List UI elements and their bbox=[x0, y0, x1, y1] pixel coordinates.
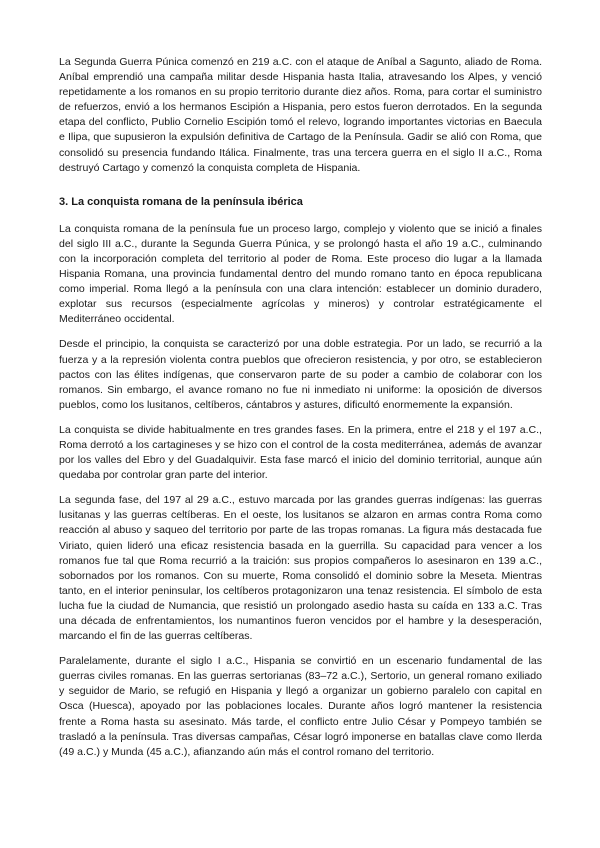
document-page bbox=[59, 55, 542, 760]
paragraph-civil-wars: Paralelamente, durante el siglo I a.C., Hispania se convirtió en un escenario fundamental de las guerras civiles romanas. En las guerras sertorianas (83–72 a.C.), Sertorio, un general romano exiliado y seguidor de Mario, se refugió en Hispania y llegó a organizar un gobierno paralelo con capital en Osca (Huesca), apoyado por las poblaciones locales. Durante años logró mantener la resistencia frente a Roma hasta su asesinato. Más tarde, el conflicto entre Julio César y Pompeyo también se trasladó a la península. Tras diversas campañas, César logró imponerse en batallas clave como Ilerda (49 a.C.) y Munda (45 a.C.), afianzando aún más el control romano del territorio. bbox=[59, 655, 542, 758]
paragraph-dual-strategy: Desde el principio, la conquista se caracterizó por una doble estrategia. Por un lado, se recurrió a la fuerza y a la represión violenta contra pueblos que ofrecieron resistencia, y por otro, se establecieron pactos con las élites indígenas, que conservaron parte de su poder a cambio de colaborar con los romanos. Sin embargo, el avance romano no fue ni inmediato ni uniforme: la oposición de diversos pueblos, como los lusitanos, celtíberos, cántabros y astures, dificultó enormemente la expansión. bbox=[59, 338, 542, 411]
section-heading: 3. La conquista romana de la península ibérica bbox=[59, 195, 303, 208]
paragraph-conquest-overview: La conquista romana de la península fue un proceso largo, complejo y violento que se inició a finales del siglo III a.C., durante la Segunda Guerra Púnica, y se prolongó hasta el año 19 a.C., culminando con la incorporación completa del territorio al poder de Roma. Este proceso dio lugar a la llamada Hispania Romana, una provincia fundamental dentro del mundo romano tanto en época republicana como imperial. Roma llegó a la península con una clara intención: establecer un dominio duradero, explotar sus recursos (especialmente agrícolas y mineros) y controlar estratégicamente el Mediterráneo occidental. bbox=[59, 222, 542, 326]
intro-paragraph: La Segunda Guerra Púnica comenzó en 219 a.C. con el ataque de Aníbal a Sagunto, aliado de Roma. Aníbal emprendió una campaña militar desde Hispania hasta Italia, atravesando los Alpes, y venció repetidamente a los romanos en su propio territorio durante diez años. Roma, para cortar el suministro de refuerzos, envió a los hermanos Escipión a Hispania, pero estos fueron derrotados. En la segunda etapa del conflicto, Publio Cornelio Escipión tomó el relevo, logrando importantes victorias en Baecula e Ilipa, que supusieron la expulsión definitiva de Cartago de la Península. Gadir se alió con Roma, que consolidó su presencia fundando Itálica. Finalmente, tras una tercera guerra en el siglo II a.C., Roma destruyó Cartago y comenzó la conquista completa de Hispania. bbox=[59, 56, 542, 174]
paragraph-first-phase: La conquista se divide habitualmente en tres grandes fases. En la primera, entre el 218 y el 197 a.C., Roma derrotó a los cartagineses y se hizo con el control de la costa mediterránea, además de avanzar por los valles del Ebro y del Guadalquivir. Esta fase marcó el inicio del dominio territorial, aunque aún quedaba por controlar gran parte del interior. bbox=[59, 423, 542, 482]
paragraph-second-phase: La segunda fase, del 197 al 29 a.C., estuvo marcada por las grandes guerras indígenas: las guerras lusitanas y las guerras celtíberas. En el oeste, los lusitanos se alzaron en armas contra Roma como reacción al abuso y saqueo del territorio por parte de las tropas romanas. La figura más destacada fue Viriato, quien lideró una eficaz resistencia basada en la guerrilla. Su capacidad para vencer a los romanos fue tal que Roma recurrió a la traición: sus propios compañeros lo asesinaron en 139 a.C., sobornados por los romanos. Con su muerte, Roma consolidó el dominio sobre la Meseta. Mientras tanto, en el interior peninsular, los celtíberos protagonizaron una tenaz resistencia. El símbolo de esta lucha fue la ciudad de Numancia, que resistió un prolongado asedio hasta su caída en 133 a.C. Tras una década de enfrentamientos, los numantinos fueron vencidos por el hambre y la desesperación, marcando el fin de las guerras celtíberas. bbox=[59, 494, 542, 643]
